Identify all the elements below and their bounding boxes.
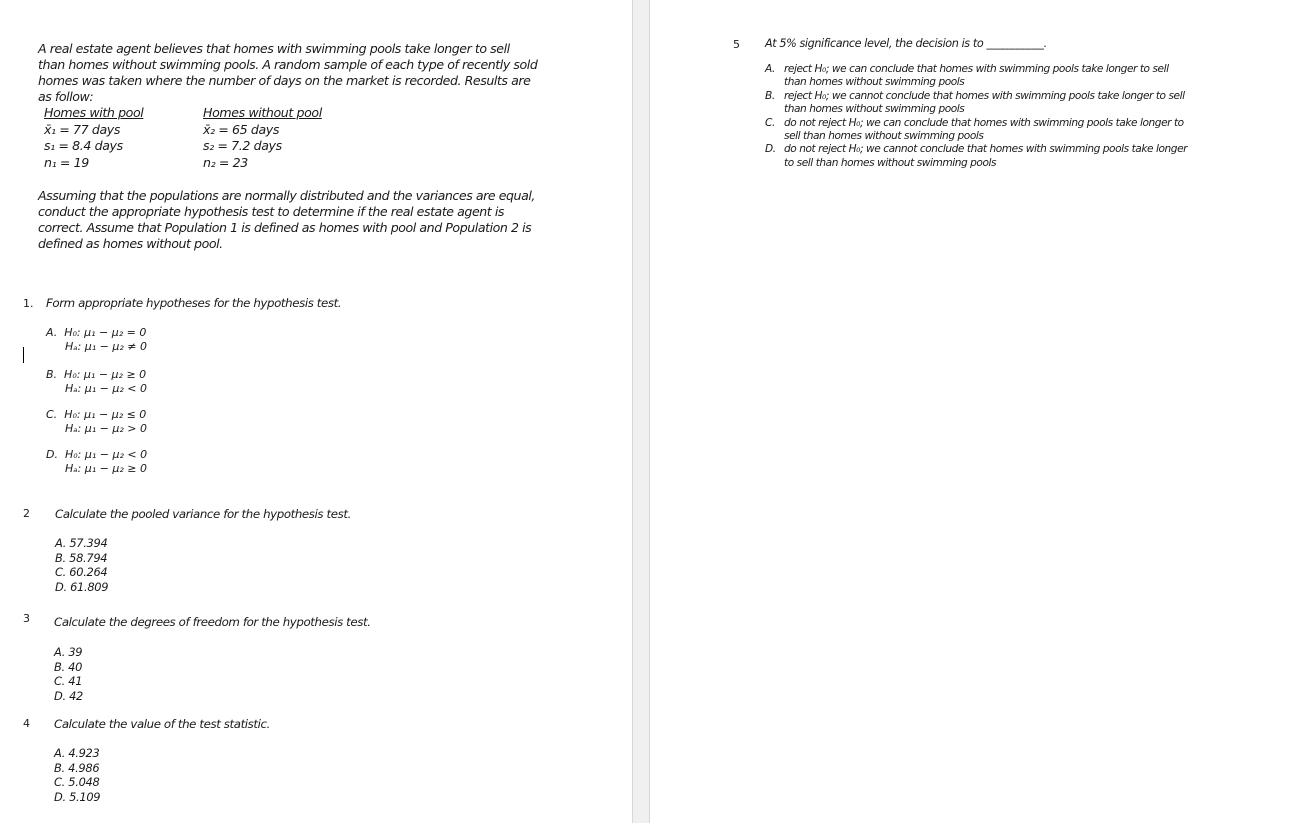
document-page-right — [650, 0, 1306, 823]
col2-n: n₂ = 23 — [203, 154, 248, 170]
intro-paragraph: A real estate agent believes that homes with swimming pools take longer to sell than homes without swimming pools. A random sample of each type of recently sold homes was taken where the number of days on the market is recorded. Results are as follow: — [38, 41, 538, 104]
q1-option-d: D. H₀: μ₁ − μ₂ < 0 Hₐ: μ₁ − μ₂ ≥ 0 — [46, 448, 148, 475]
question-2-number: 2 — [23, 507, 30, 520]
question-2-text: Calculate the pooled variance for the hypothesis test. — [55, 507, 351, 521]
assumption-paragraph: Assuming that the populations are normally distributed and the variances are equal, conduct the appropriate hypothesis test to determine if the real estate agent is correct. Assume that Population 1 is defined as homes with pool and Population 2 is defined as homes without pool. — [38, 188, 535, 251]
q1-option-c: C. H₀: μ₁ − μ₂ ≤ 0 Hₐ: μ₁ − μ₂ > 0 — [46, 408, 148, 435]
question-5-text: At 5% significance level, the decision is to ___________. — [765, 37, 1047, 50]
question-1-text: Form appropriate hypotheses for the hypothesis test. — [46, 296, 342, 310]
q1-option-a: A. H₀: μ₁ − μ₂ = 0 Hₐ: μ₁ − μ₂ ≠ 0 — [46, 326, 148, 353]
col1-header: Homes with pool — [44, 105, 144, 120]
col2-mean: x̄₂ = 65 days — [203, 121, 280, 137]
document-page-left — [0, 0, 632, 823]
q2-option-a: A. 57.394 — [55, 536, 108, 550]
q3-option-a: A. 39 — [54, 645, 83, 659]
question-4-text: Calculate the value of the test statistic. — [54, 717, 270, 731]
question-3-text: Calculate the degrees of freedom for the hypothesis test. — [54, 615, 371, 629]
col2-sd: s₂ = 7.2 days — [203, 138, 282, 153]
question-1-number: 1. — [23, 297, 34, 310]
table-column-with-pool — [44, 105, 143, 171]
q2-options — [55, 536, 108, 594]
q3-option-d: D. 42 — [54, 688, 84, 703]
q2-option-b: B. 58.794 — [55, 550, 108, 565]
question-5-number: 5 — [733, 38, 740, 51]
table-column-without-pool — [203, 105, 322, 171]
q3-option-c: C. 41 — [54, 674, 83, 688]
q3-options — [54, 645, 83, 703]
q2-option-d: D. 61.809 — [55, 579, 109, 594]
col1-mean: x̄₁ = 77 days — [44, 121, 121, 137]
q5-option-b: B. reject H₀; we cannot conclude that homes with swimming pools take longer to sell than homes without swimming pools — [765, 89, 1185, 116]
col2-header: Homes without pool — [203, 105, 322, 120]
q4-option-a: A. 4.923 — [54, 746, 100, 760]
q1-option-b: B. H₀: μ₁ − μ₂ ≥ 0 Hₐ: μ₁ − μ₂ < 0 — [46, 368, 148, 395]
q3-option-b: B. 40 — [54, 659, 83, 674]
text-cursor — [23, 347, 24, 363]
q5-option-c: C. do not reject H₀; we can conclude that homes with swimming pools take longer to sell than homes without swimming pools — [765, 116, 1184, 143]
q2-option-c: C. 60.264 — [55, 565, 108, 579]
q5-option-a: A. reject H₀; we can conclude that homes with swimming pools take longer to sell than homes without swimming pools — [765, 63, 1169, 89]
q5-options — [765, 63, 1187, 170]
page-gutter — [632, 0, 650, 823]
q4-option-c: C. 5.048 — [54, 775, 100, 789]
q5-option-d: D. do not reject H₀; we cannot conclude that homes with swimming pools take longer to sell than homes without swimming pools — [765, 143, 1188, 169]
q4-option-d: D. 5.109 — [54, 789, 101, 804]
question-3-number: 3 — [23, 612, 30, 625]
col1-sd: s₁ = 8.4 days — [44, 138, 123, 153]
question-4-number: 4 — [23, 717, 30, 730]
q4-options — [54, 746, 100, 804]
col1-n: n₁ = 19 — [44, 154, 89, 170]
q4-option-b: B. 4.986 — [54, 760, 100, 775]
